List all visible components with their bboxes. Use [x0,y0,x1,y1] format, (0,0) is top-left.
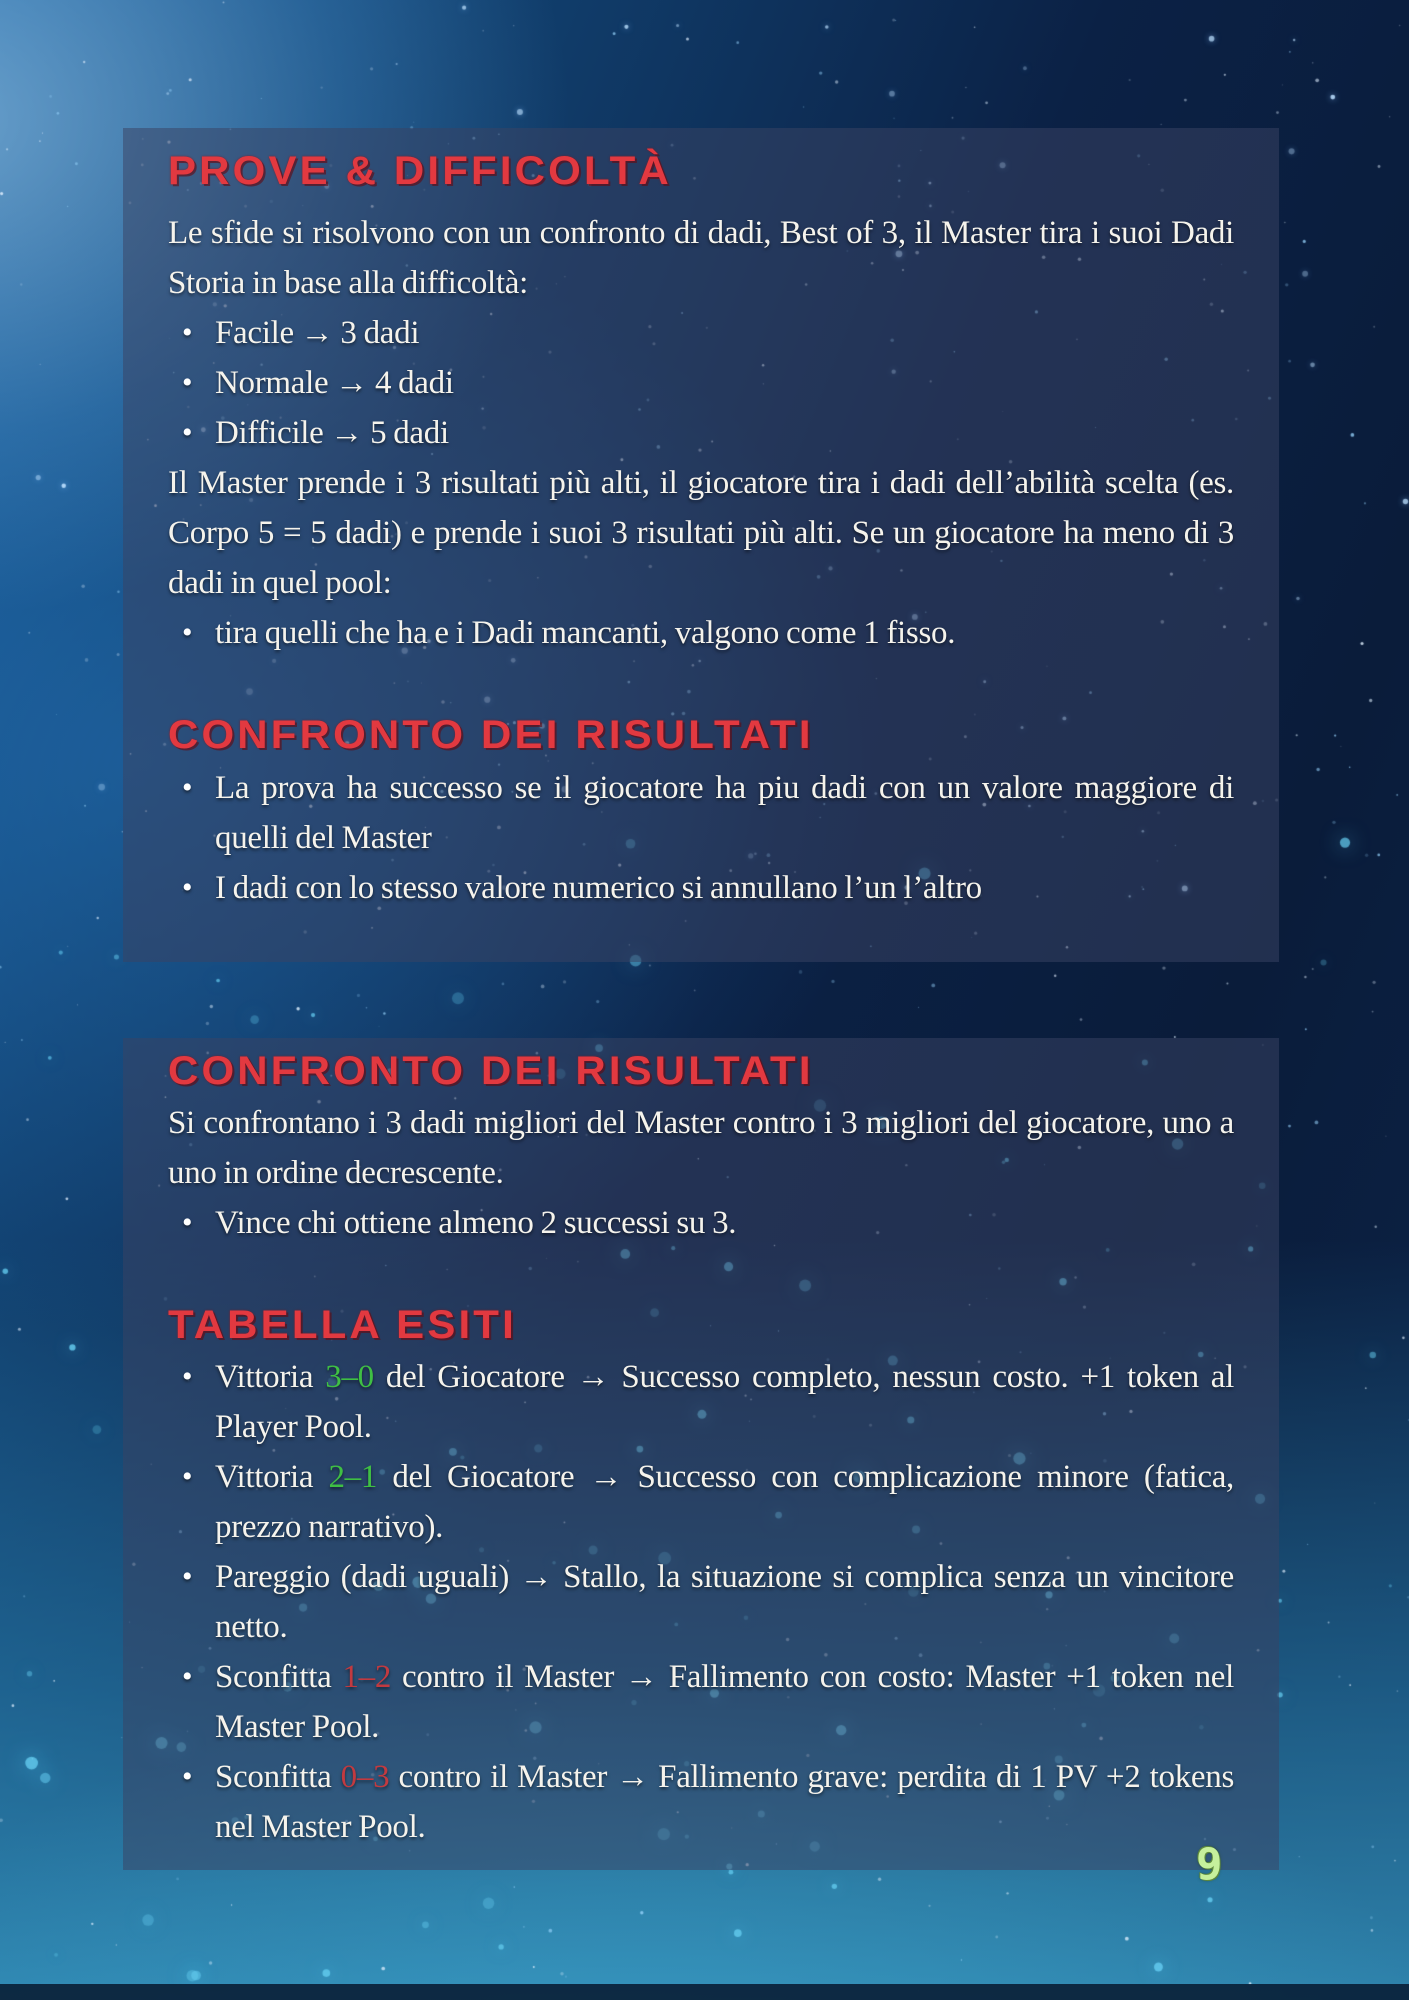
list-item [168,1652,1234,1752]
bottom-border-strip [0,1984,1409,2000]
text-segment: Pareggio (dadi uguali) → Stallo, la situazione si complica senza un vincitore netto. [215,1559,1234,1645]
section-heading-confronto-1: CONFRONTO DEI RISULTATI [168,713,814,757]
text-segment: Sconfitta [215,1659,343,1695]
text-segment: del Giocatore → Successo con complicazione minore (fatica, prezzo narrativo). [215,1459,1234,1545]
list-item: • tira quelli che ha e i Dadi mancanti, valgono come 1 fisso. [168,608,1234,658]
esiti-list [168,1352,1234,1852]
text-segment: contro il Master → Fallimento con costo: Master +1 token nel Master Pool. [215,1659,1234,1745]
score-value-green: 2–1 [328,1459,378,1495]
vince-list [168,1198,1234,1248]
list-item: • Normale → 4 dadi [168,358,1234,408]
text-segment: del Giocatore → Successo completo, nessun costo. +1 token al Player Pool. [215,1359,1234,1445]
master-rules-paragraph: Il Master prende i 3 risultati più alti, il giocatore tira i dadi dell’abilità scelta (es. Corpo 5 = 5 dadi) e prende i suoi 3 risultati più alti. Se un giocatore ha meno di 3 dadi in quel pool: [168,465,1234,601]
score-value-red: 1–2 [342,1659,392,1695]
list-item [168,1452,1234,1552]
section-heading-prove-difficolta: PROVE & DIFFICOLTÀ [168,149,672,193]
list-item [168,1752,1234,1852]
list-item: • Vince chi ottiene almeno 2 successi su 3. [168,1198,1234,1248]
missing-dice-list [168,608,1234,658]
list-item [168,1352,1234,1452]
section-heading-tabella-esiti: TABELLA ESITI [168,1303,517,1347]
section-heading-confronto-2: CONFRONTO DEI RISULTATI [168,1049,814,1093]
confronto-paragraph: Si confrontano i 3 dadi migliori del Master contro i 3 migliori del giocatore, uno a uno in ordine decrescente. [168,1105,1234,1191]
list-item: • I dadi con lo stesso valore numerico si annullano l’un l’altro [168,863,1234,913]
rules-panel-prove-difficolta [123,128,1279,962]
page-number: 9 [1196,1839,1224,1890]
intro-paragraph: Le sfide si risolvono con un confronto di dadi, Best of 3, il Master tira i suoi Dadi Storia in base alla difficoltà: [168,215,1234,301]
list-item: • La prova ha successo se il giocatore ha piu dadi con un valore maggiore di quelli del Master [168,763,1234,863]
list-item: • Facile → 3 dadi [168,308,1234,358]
score-value-green: 3–0 [325,1359,374,1395]
score-value-red: 0–3 [340,1759,390,1795]
difficulty-list [168,308,1234,458]
list-item: • Difficile → 5 dadi [168,408,1234,458]
text-segment: Sconfitta [215,1759,341,1795]
text-segment: contro il Master → Fallimento grave: perdita di 1 PV +2 tokens nel Master Pool. [215,1759,1234,1845]
text-segment: Vittoria [215,1359,326,1395]
list-item [168,1552,1234,1652]
confronto-list [168,763,1234,913]
rules-panel-confronto-esiti [123,1038,1279,1870]
text-segment: Vittoria [215,1459,329,1495]
